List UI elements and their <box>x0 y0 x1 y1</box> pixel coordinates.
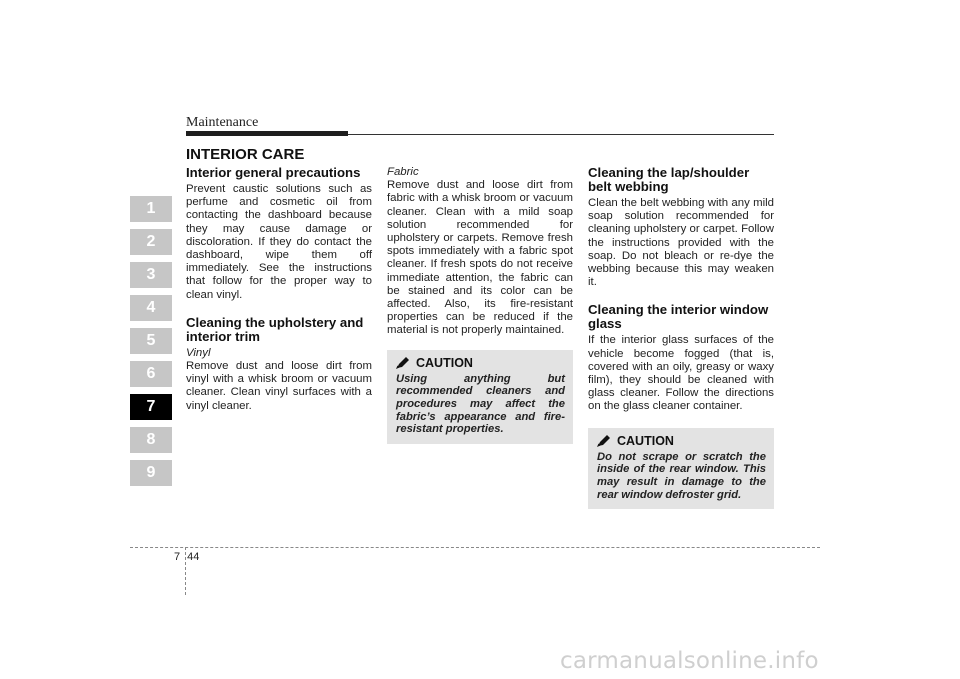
caution-text-fabric: Using anything but recommended cleaners and procedures may affect the fabric’s appearance and fire-resistant properties. <box>396 372 565 436</box>
chapter-tabs <box>130 196 172 493</box>
page-title: INTERIOR CARE <box>186 146 305 163</box>
watermark: carmanualsonline.info <box>560 648 819 674</box>
chapter-tab-8[interactable]: 8 <box>130 427 172 453</box>
section-name: Maintenance <box>186 115 259 130</box>
page-number: 7 44 <box>174 551 200 563</box>
column-3 <box>588 166 774 509</box>
chapter-tab-7[interactable]: 7 <box>130 394 172 420</box>
column-2 <box>387 166 573 444</box>
paragraph-belt-webbing: Clean the belt webbing with any mild soap solution recommended for cleaning upholstery or carpet. Follow the instructions provided with the soap. Do not bleach or re-dye the webbing because this may weaken it. <box>588 197 774 289</box>
header-rule-thick <box>186 131 348 136</box>
chapter-tab-9[interactable]: 9 <box>130 460 172 486</box>
chapter-tab-4[interactable]: 4 <box>130 295 172 321</box>
caution-box-fabric <box>387 350 573 444</box>
paragraph-fabric: Remove dust and loose dirt from fabric with a whisk broom or vacuum cleaner. Clean with a mild soap solution recommended for upholstery or carpets. Remove fresh spots immediately with a fabric spot cleaner. If fresh spots do not receive immediate attention, the fabric can be stained and its color can be affected. Also, its fire-resistant properties can be reduced if the material is not properly maintained. <box>387 179 573 337</box>
header-rule-thin <box>348 134 774 135</box>
pen-icon <box>597 435 611 447</box>
caution-title: CAUTION <box>617 433 674 448</box>
paragraph-window-glass: If the interior glass surfaces of the vehicle become fogged (that is, covered with an oily, greasy or waxy film), they should be cleaned with glass cleaner. Follow the directions on the glass cleaner container. <box>588 334 774 413</box>
heading-upholstery: Cleaning the upholstery and interior trim <box>186 314 364 344</box>
chapter-tab-6[interactable]: 6 <box>130 361 172 387</box>
subheading-vinyl: Vinyl <box>186 346 211 359</box>
chapter-tab-1[interactable]: 1 <box>130 196 172 222</box>
subheading-fabric: Fabric <box>387 166 419 178</box>
heading-general-precautions: Interior general precautions <box>186 165 361 180</box>
heading-window-glass: Cleaning the interior window glass <box>588 302 769 332</box>
caution-text-window: Do not scrape or scratch the inside of the rear window. This may result in damage to the rear window defroster grid. <box>597 450 766 501</box>
column-1 <box>186 166 372 413</box>
footer-rule <box>130 547 820 548</box>
chapter-tab-5[interactable]: 5 <box>130 328 172 354</box>
heading-belt-webbing: Cleaning the lap/shoulder belt webbing <box>588 165 750 194</box>
paragraph-vinyl: Remove dust and loose dirt from vinyl with a whisk broom or vacuum cleaner. Clean vinyl surfaces with a vinyl cleaner. <box>186 360 372 412</box>
chapter-tab-2[interactable]: 2 <box>130 229 172 255</box>
pen-icon <box>396 357 410 369</box>
chapter-tab-3[interactable]: 3 <box>130 262 172 288</box>
paragraph-general-precautions: Prevent caustic solutions such as perfume and cosmetic oil from contacting the dashboard because they may cause damage or discoloration. If they do contact the dashboard, wipe them off immediately. See the instructions that follow for the proper way to clean vinyl. <box>186 183 372 301</box>
caution-box-window <box>588 428 774 510</box>
caution-title: CAUTION <box>416 355 473 370</box>
